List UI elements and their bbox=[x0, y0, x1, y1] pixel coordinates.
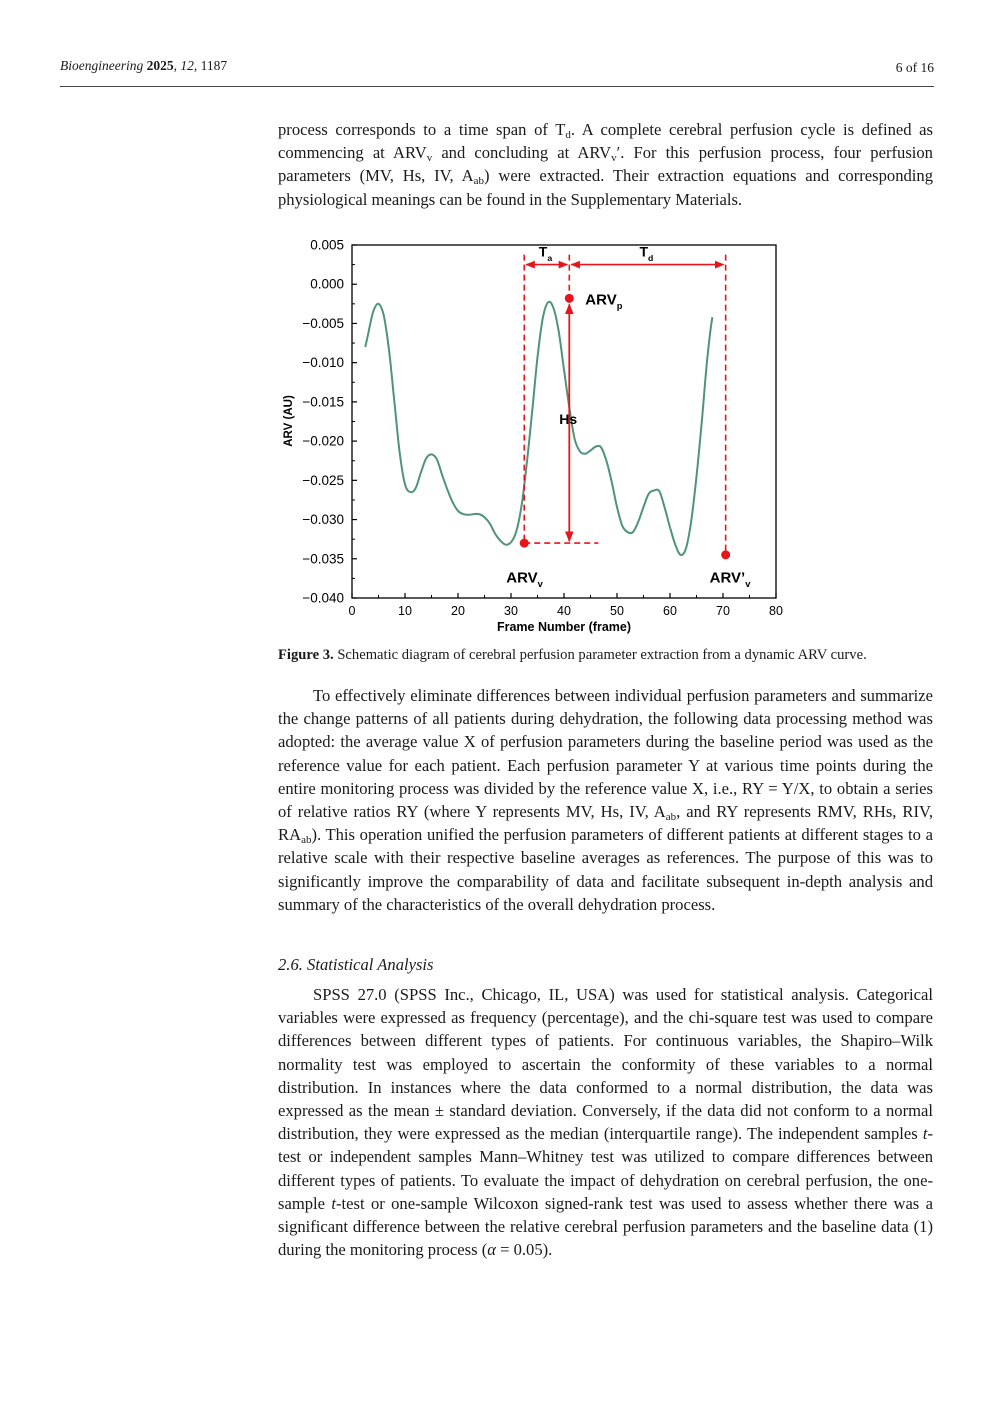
x-tick-label: 40 bbox=[557, 604, 571, 618]
y-tick-label: −0.020 bbox=[302, 433, 344, 449]
text-run: ′. For this perfusion process, four perfusion parameters (MV, Hs, IV, A bbox=[278, 143, 933, 186]
subscript: ab bbox=[665, 811, 677, 824]
y-tick-label: 0.005 bbox=[310, 237, 344, 253]
y-tick-label: −0.040 bbox=[302, 590, 344, 606]
text-run: ) were extracted. Their extraction equations and corresponding physiological meanings can be found in the Supplementary Materials. bbox=[278, 166, 933, 209]
text-run: process corresponds to a time span of T bbox=[278, 120, 566, 139]
figure-caption bbox=[278, 647, 938, 664]
subscript: d bbox=[565, 129, 571, 141]
y-tick-label: −0.035 bbox=[302, 551, 344, 567]
journal-name: Bioengineering bbox=[60, 58, 144, 73]
arv-curve-chart bbox=[270, 228, 800, 638]
paragraph-2 bbox=[278, 684, 933, 916]
text-run: To effectively eliminate differences between individual perfusion parameters and summarize the change patterns of all patients during dehydration, the following data processing method was adopted: the average value X of perfusion parameters during the baseline period was used as the reference value for each patient. Each perfusion parameter Y at various time points during the entire monitoring process was divided by the reference value X, i.e., RY = Y/X, to obtain a series of relative ratios RY (where Y represents MV, Hs, IV, A bbox=[278, 686, 933, 822]
arv-curve-line bbox=[365, 302, 712, 555]
subscript: v bbox=[611, 152, 617, 165]
y-tick-label: −0.005 bbox=[302, 315, 344, 331]
section-heading: 2.6. Statistical Analysis bbox=[278, 955, 434, 974]
marker-point bbox=[721, 550, 730, 559]
figure-label: Figure 3. bbox=[278, 647, 334, 663]
italic-run: α bbox=[487, 1240, 496, 1260]
y-axis-label: ARV (AU) bbox=[283, 395, 295, 447]
x-tick-label: 60 bbox=[663, 604, 677, 618]
td-label: $T_d$ bbox=[639, 243, 654, 263]
ta-label: $T_a$ bbox=[538, 243, 553, 263]
text-run: . A complete cerebral perfusion cycle is defined as commencing at ARV bbox=[278, 120, 934, 163]
marker-point bbox=[520, 539, 529, 548]
y-tick-label: −0.030 bbox=[302, 512, 344, 528]
x-tick-label: 20 bbox=[451, 604, 465, 618]
x-axis-label: Frame Number (frame) bbox=[496, 620, 632, 634]
y-tick-label: 0.000 bbox=[310, 276, 344, 292]
text-run: , and RY represents RMV, RHs, RIV, RA bbox=[278, 802, 933, 845]
x-tick-label: 70 bbox=[716, 604, 730, 618]
text-run: = 0.05). bbox=[495, 1240, 553, 1260]
y-tick-label: −0.015 bbox=[302, 394, 344, 410]
arvv-label: $ARV_v$ bbox=[506, 569, 543, 589]
paragraph-1 bbox=[278, 118, 933, 211]
x-tick-label: 10 bbox=[398, 604, 412, 618]
subscript: v bbox=[426, 152, 433, 165]
marker-point bbox=[565, 294, 574, 303]
article-number: 1187 bbox=[200, 58, 228, 73]
arvv2-label: $ARV’_v$ bbox=[709, 569, 751, 589]
x-tick-label: 50 bbox=[610, 604, 624, 618]
x-tick-label: 0 bbox=[348, 604, 356, 618]
text-run: -test or independent samples Mann–Whitney test was utilized to compare differences between different types of patients. To evaluate the impact of dehydration on cerebral perfusion, the one-sample bbox=[278, 1124, 933, 1213]
text-run: ). This operation unified the perfusion parameters of different patients at different stages to a relative scale with their respective baseline averages as references. The purpose of this was to significantly improve the comparability of data and facilitate subsequent in-depth analysis and summary of the characteristics of the overall dehydration process. bbox=[278, 825, 933, 914]
x-tick-label: 80 bbox=[769, 604, 783, 618]
paragraph-3 bbox=[278, 983, 933, 1261]
subscript: ab bbox=[473, 175, 484, 188]
subscript: ab bbox=[301, 834, 312, 847]
italic-run: t bbox=[331, 1193, 336, 1213]
page-number: 6 of 16 bbox=[895, 60, 934, 75]
page-header bbox=[60, 58, 934, 87]
text-run: and concluding at ARV bbox=[432, 143, 612, 163]
text-run: SPSS 27.0 (SPSS Inc., Chicago, IL, USA) was used for statistical analysis. Categorical variables were expressed as frequency (percentage), and the chi-square test was used to compare differences between different types of patients. For continuous variables, the Shapiro–Wilk normality test was employed to ascertain the conformity of these variables to a normal distribution. In instances where the data conformed to a normal distribution, the data was expressed as the mean ± standard deviation. Conversely, if the data did not conform to a normal distribution, they were expressed as the median (interquartile range). The independent samples bbox=[278, 985, 933, 1144]
arvp-label: $ARV_p$ bbox=[585, 291, 623, 311]
journal-volume: 12 bbox=[180, 58, 194, 73]
y-tick-label: −0.025 bbox=[302, 472, 344, 488]
y-tick-label: −0.010 bbox=[302, 355, 344, 371]
hs-label: Hs bbox=[559, 410, 578, 427]
x-tick-label: 30 bbox=[504, 604, 518, 618]
caption-text: Schematic diagram of cerebral perfusion parameter extraction from a dynamic ARV curve. bbox=[333, 647, 867, 663]
text-run: -test or one-sample Wilcoxon signed-rank test was used to assess whether there was a significant difference between the relative cerebral perfusion parameters and the baseline data (1) during the monitoring process ( bbox=[278, 1193, 933, 1260]
journal-citation: Bioengineering 2025, 12, 1187 bbox=[60, 58, 228, 73]
italic-run: t bbox=[922, 1124, 928, 1144]
journal-year: 2025 bbox=[146, 58, 174, 73]
